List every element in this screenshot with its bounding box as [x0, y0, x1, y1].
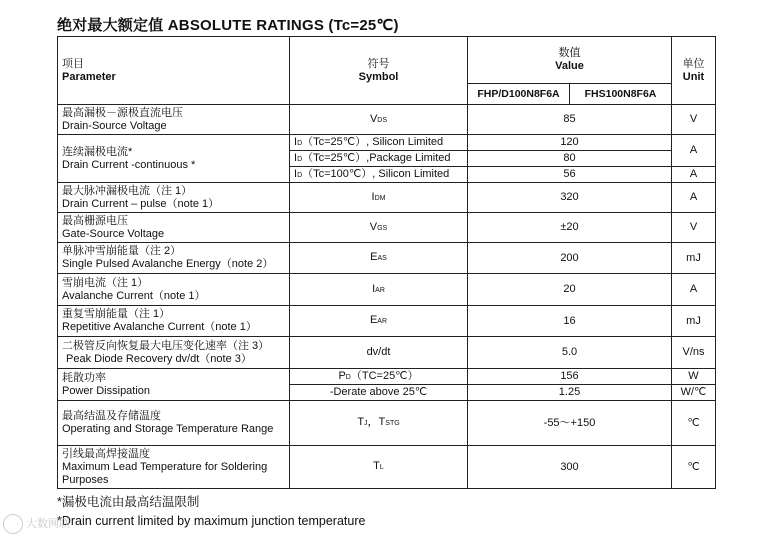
param-cell	[58, 274, 290, 306]
symbol-cell: TL	[290, 446, 468, 489]
table-row	[58, 135, 716, 151]
value-cell: ±20	[468, 213, 672, 243]
param-en: Drain Current – pulse（note 1）	[62, 197, 220, 210]
value-cell: 300	[468, 446, 672, 489]
param-cell	[58, 183, 290, 213]
table-row	[58, 243, 716, 274]
param-en: Gate-Source Voltage	[62, 227, 165, 240]
table-row	[58, 446, 716, 489]
value-cell: 120	[468, 135, 672, 151]
table-row	[58, 401, 716, 446]
param-en: Drain-Source Voltage	[62, 119, 167, 132]
table-row	[58, 183, 716, 213]
param-zh: 二极管反向恢复最大电压变化速率（注 3）	[62, 339, 270, 352]
symbol-cell: ID（Tc=25℃）,Package Limited	[290, 151, 468, 167]
param-en: Drain Current -continuous *	[62, 158, 196, 171]
param-en: Avalanche Current（note 1）	[62, 289, 206, 302]
param-zh: 雪崩电流（注 1）	[62, 276, 149, 289]
param-cell	[58, 243, 290, 274]
header-parameter-en: Parameter	[62, 70, 116, 83]
header-value	[468, 37, 672, 84]
header-symbol-zh: 符号	[367, 57, 390, 70]
symbol-cell: IDM	[290, 183, 468, 213]
param-zh: 最大脉冲漏极电流（注 1）	[62, 184, 193, 197]
table-title: 绝对最大额定值 ABSOLUTE RATINGS (Tc=25℃)	[57, 17, 399, 34]
header-value-zh: 数值	[558, 47, 581, 59]
header-part-2: FHS100N8F6A	[570, 84, 672, 105]
value-cell: 5.0	[468, 337, 672, 369]
watermark: 大数网联	[3, 514, 70, 534]
unit-cell: A	[672, 183, 716, 213]
value-cell: 56	[468, 167, 672, 183]
symbol-cell: PD（TC=25℃）	[290, 369, 468, 385]
table-row	[58, 306, 716, 337]
param-zh: 重复雪崩能量（注 1）	[62, 308, 171, 320]
footnote-zh: *漏极电流由最高结温限制	[57, 495, 200, 509]
header-unit	[672, 37, 716, 105]
table-row	[58, 274, 716, 306]
value-cell: 1.25	[468, 385, 672, 401]
header-parameter	[58, 37, 290, 105]
value-cell: 200	[468, 243, 672, 274]
watermark-logo-icon	[3, 514, 23, 534]
header-value-en: Value	[555, 60, 584, 72]
unit-cell: W/℃	[672, 385, 716, 401]
unit-cell: W	[672, 369, 716, 385]
param-en: Peak Diode Recovery dv/dt（note 3）	[66, 352, 252, 365]
param-zh: 连续漏极电流*	[62, 145, 133, 158]
param-zh: 最高结温及存储温度	[62, 410, 161, 422]
value-cell: 320	[468, 183, 672, 213]
param-en: Power Dissipation	[62, 384, 151, 397]
unit-cell: A	[672, 167, 716, 183]
param-cell	[58, 213, 290, 243]
unit-cell: A	[672, 135, 716, 167]
param-zh: 最高栅源电压	[62, 214, 128, 227]
param-cell	[58, 337, 290, 369]
unit-cell: mJ	[672, 306, 716, 337]
param-en: Maximum Lead Temperature for Soldering Purposes	[62, 460, 268, 486]
footnote-en: *Drain current limited by maximum junction temperature	[57, 514, 366, 528]
symbol-cell: EAS	[290, 243, 468, 274]
value-cell: 20	[468, 274, 672, 306]
param-cell	[58, 135, 290, 183]
table-row	[58, 105, 716, 135]
value-cell: -55～+150	[468, 401, 672, 446]
symbol-cell: dv/dt	[290, 337, 468, 369]
unit-cell: ℃	[672, 401, 716, 446]
param-cell	[58, 369, 290, 401]
symbol-cell: ID（Tc=100℃）, Silicon Limited	[290, 167, 468, 183]
symbol-cell: TJ，TSTG	[290, 401, 468, 446]
symbol-cell: EAR	[290, 306, 468, 337]
header-parameter-zh: 项目	[62, 57, 84, 70]
value-cell: 16	[468, 306, 672, 337]
header-part-1: FHP/D100N8F6A	[468, 84, 570, 105]
value-cell: 85	[468, 105, 672, 135]
param-cell	[58, 306, 290, 337]
unit-cell: A	[672, 274, 716, 306]
absolute-ratings-table	[57, 36, 716, 489]
param-cell	[58, 401, 290, 446]
table-row	[58, 369, 716, 385]
symbol-cell: -Derate above 25℃	[290, 385, 468, 401]
symbol-cell: VDS	[290, 105, 468, 135]
param-en: Single Pulsed Avalanche Energy（note 2）	[62, 258, 274, 270]
value-cell: 80	[468, 151, 672, 167]
symbol-cell: VGS	[290, 213, 468, 243]
unit-cell: ℃	[672, 446, 716, 489]
table-row	[58, 337, 716, 369]
unit-cell: V	[672, 213, 716, 243]
param-zh: 耗散功率	[62, 371, 106, 384]
header-symbol-en: Symbol	[358, 70, 399, 83]
symbol-cell: IAR	[290, 274, 468, 306]
table-row	[58, 213, 716, 243]
param-zh: 单脉冲雪崩能量（注 2）	[62, 245, 182, 257]
symbol-cell: ID（Tc=25℃）, Silicon Limited	[290, 135, 468, 151]
param-cell	[58, 446, 290, 489]
header-symbol	[290, 37, 468, 105]
param-cell	[58, 105, 290, 135]
header-unit-zh: 单位	[682, 57, 705, 70]
param-en: Repetitive Avalanche Current（note 1）	[62, 321, 257, 333]
param-zh: 最高漏极－源极直流电压	[62, 106, 183, 119]
param-en: Operating and Storage Temperature Range	[62, 423, 274, 435]
unit-cell: mJ	[672, 243, 716, 274]
param-zh: 引线最高焊接温度	[62, 447, 150, 460]
unit-cell: V/ns	[672, 337, 716, 369]
value-cell: 156	[468, 369, 672, 385]
header-unit-en: Unit	[682, 70, 705, 83]
unit-cell: V	[672, 105, 716, 135]
